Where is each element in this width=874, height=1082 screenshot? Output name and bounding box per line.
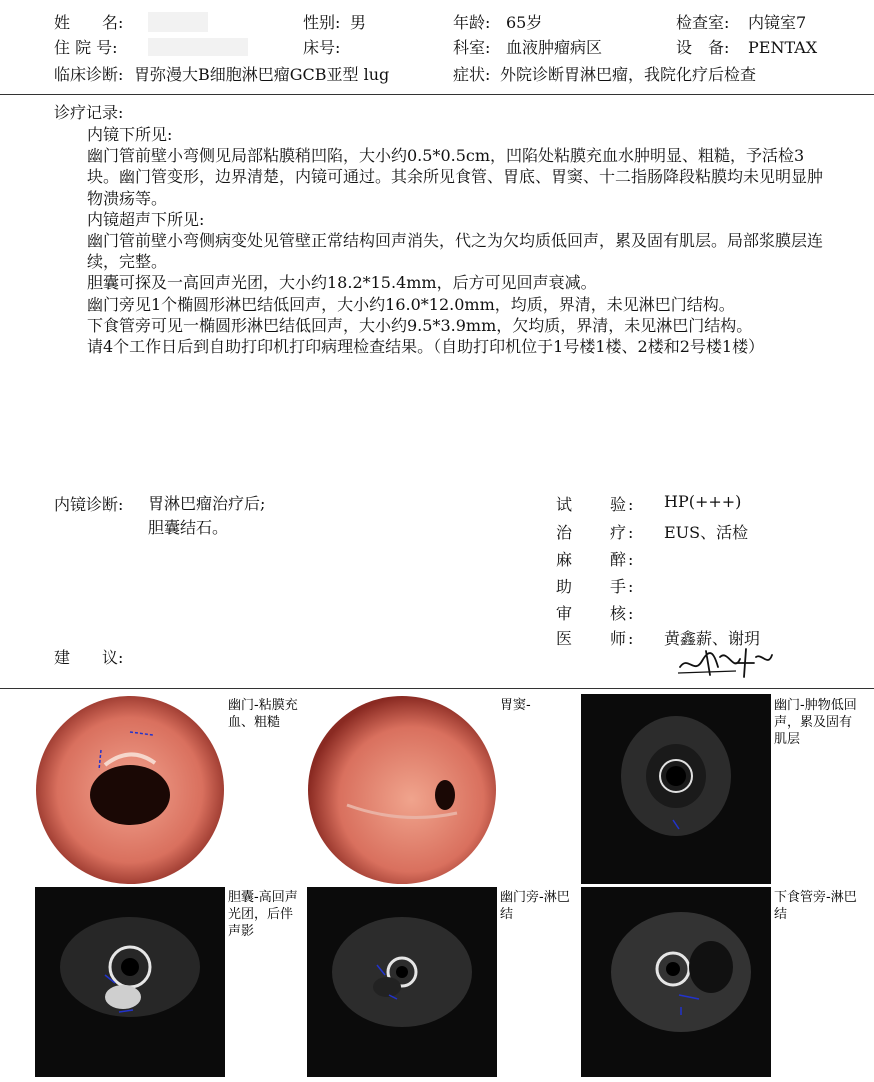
diagnosis-lines — [148, 492, 265, 540]
record-para: 请4个工作日后到自助打印机打印病理检查结果。（自助打印机位于1号楼1楼、2楼和2号楼1楼） — [87, 337, 765, 357]
meta-key: 麻 醉: — [556, 550, 636, 569]
room-value: 内镜室7 — [748, 13, 807, 32]
name-redacted — [148, 12, 208, 32]
bed-label: 床号: — [303, 38, 341, 57]
record-body — [87, 124, 827, 357]
inpatient-label: 住 院 号: — [54, 38, 118, 57]
symptom-label: 症状: — [453, 65, 491, 84]
device-value: PENTAX — [748, 38, 818, 57]
suggestion-label: 建 议: — [54, 648, 124, 667]
record-para: 下食管旁可见一椭圆形淋巴结低回声，大小约9.5*3.9mm，欠均质，界清，未见淋巴门结构。 — [87, 315, 753, 335]
record-para: 幽门管前壁小弯侧病变处见管壁正常结构回声消失，代之为欠均质低回声，累及固有肌层。局部浆膜层连续，完整。 — [87, 231, 824, 272]
meta-value: HP(+++) — [664, 492, 742, 511]
eus-image-paraesophageal — [581, 887, 771, 1077]
meta-row-treatment — [556, 520, 856, 546]
endoscopy-image-antrum — [307, 695, 497, 885]
symptom-value: 外院诊断胃淋巴瘤，我院化疗后检查 — [500, 65, 757, 84]
header — [0, 0, 874, 95]
record-para: 内镜下所见: — [87, 125, 173, 144]
meta-row-test — [556, 492, 856, 518]
meta-row-review — [556, 601, 856, 627]
inpatient-redacted — [148, 38, 248, 56]
diagnosis-line: 胆囊结石。 — [148, 518, 229, 537]
meta-key: 治 疗: — [556, 523, 636, 542]
clinical-label: 临床诊断: — [54, 65, 124, 84]
eus-image-peripyloric — [307, 887, 497, 1077]
record-para: 胆囊可探及一高回声光团，大小约18.2*15.4mm，后方可见回声衰减。 — [87, 273, 597, 293]
meta-key: 试 验: — [556, 495, 636, 514]
endoscopy-image-pylorus — [35, 695, 225, 885]
age-label: 年龄: — [453, 13, 491, 32]
clinical-value: 胃弥漫大B细胞淋巴瘤GCB亚型 lug — [134, 65, 390, 84]
image-caption: 幽门-肿物低回声，累及固有肌层 — [774, 698, 857, 747]
sex-label: 性别: — [303, 13, 341, 32]
meta-key: 助 手: — [556, 577, 636, 596]
sex-value: 男 — [350, 13, 367, 32]
name-label: 姓 名: — [54, 13, 124, 32]
dept-label: 科室: — [453, 38, 491, 57]
meta-value: 黄鑫薪、谢玥 — [664, 629, 761, 648]
image-caption: 幽门旁-淋巴结 — [500, 890, 570, 922]
meta-row-anesthesia — [556, 547, 856, 573]
eus-image-pylorus — [581, 694, 771, 884]
header-divider — [0, 94, 874, 95]
images-divider — [0, 688, 874, 689]
signature-image — [676, 645, 776, 681]
image-caption: 胆囊-高回声光团，后伴声影 — [228, 890, 298, 939]
image-caption: 胃窦- — [500, 698, 531, 713]
meta-value: EUS、活检 — [664, 523, 749, 542]
meta-key: 审 核: — [556, 604, 636, 623]
diagnosis-label: 内镜诊断: — [54, 495, 124, 514]
age-value: 65岁 — [506, 13, 543, 32]
room-label: 检查室: — [676, 13, 730, 32]
eus-image-gallbladder — [35, 887, 225, 1077]
record-para: 幽门旁见1个椭圆形淋巴结低回声，大小约16.0*12.0mm，均质，界清，未见淋巴门结构。 — [87, 294, 735, 314]
record-para: 内镜超声下所见: — [87, 209, 205, 229]
device-label: 设 备: — [676, 38, 730, 57]
record-title: 诊疗记录: — [54, 103, 124, 122]
image-caption: 下食管旁-淋巴结 — [774, 890, 857, 922]
image-caption: 幽门-粘膜充血、粗糙 — [228, 698, 298, 730]
meta-key: 医 师: — [556, 629, 636, 648]
record-para: 幽门管前壁小弯侧见局部粘膜稍凹陷，大小约0.5*0.5cm，凹陷处粘膜充血水肿明显、粗糙，予活检3块。幽门管变形，边界清楚，内镜可通过。其余所见食管、胃底、胃窦、十二指肠降段粘膜均未见明显肿物溃疡等。 — [87, 146, 824, 208]
meta-row-assistant — [556, 574, 856, 600]
dept-value: 血液肿瘤病区 — [506, 38, 603, 57]
diagnosis-line: 胃淋巴瘤治疗后; — [148, 494, 266, 513]
